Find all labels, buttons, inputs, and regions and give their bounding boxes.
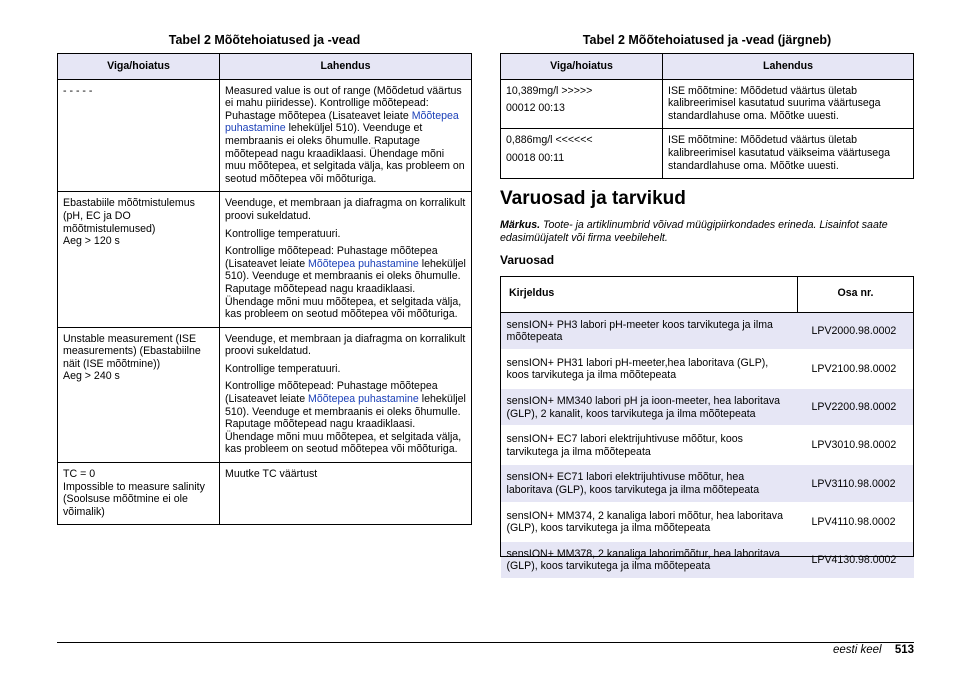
error-table [57,53,472,525]
solution-cell [220,463,472,525]
part-number: LPV2200.98.0002 [798,388,914,426]
error-text: Ebastabiile mõõtmistulemus (pH, EC ja DO mõõtmistulemused) [63,197,195,235]
solution-text: Muutke TC väärtust [225,468,318,481]
solution-text: Kontrollige mõõtepead: Puhastage mõõtepea (Lisateavet leiate [225,380,438,406]
part-description: sensION+ PH3 labori pH-meeter koos tarvikutega ja ilma mõõtepeata [501,312,798,350]
part-number: LPV4130.98.0002 [798,541,914,579]
part-description: sensION+ EC7 labori elektrijuhtivuse mõõtur, koos tarvikutega ja ilma mõõtepeata [501,426,798,464]
solution-text: Veenduge, et membraan ja diafragma on korralikult proovi sukeldatud. [225,332,466,358]
part-description: sensION+ PH31 labori pH-meeter,hea laboritava (GLP), koos tarvikutega ja ilma mõõtepeata [501,350,798,388]
part-number: LPV3010.98.0002 [798,426,914,464]
column-header-part-number: Osa nr. [798,277,914,313]
page-number: 513 [894,644,914,656]
error-text: TC = 0 [63,468,96,481]
part-description: sensION+ MM374, 2 kanaliga labori mõõtur, hea laboritava (GLP), koos tarvikutega ja ilma mõõtepeata [501,503,798,541]
error-cell [58,79,220,192]
error-text: 00018 00:11 [506,151,565,164]
table-row [501,129,914,179]
column-header-description: Kirjeldus [501,277,798,313]
error-cell [58,192,220,327]
solution-paragraph [225,197,466,222]
section-heading: Varuosad ja tarvikud [500,188,686,209]
error-cell [501,129,663,179]
left-table-caption: Tabel 2 Mõõtehoiatused ja -vead [168,33,361,47]
footer-language: eesti keel [833,644,882,656]
table-row [501,503,914,541]
solution-paragraph [225,468,466,481]
solution-paragraph [225,363,466,376]
cross-reference-link[interactable]: Mõõtepea puhastamine [308,393,419,406]
cross-reference-link[interactable]: Mõõtepea puhastamine [308,257,419,270]
solution-text: leheküljel 510). Veenduge et membraanis ei oleks õhumulle. Raputage mõõtepead nagu kraadiklaasi. Ühendage mõni muu mõõtepea, et selgitada välja, kas probleem on seotud mõõtepea või mõõturiga. [225,393,466,456]
part-description: sensION+ MM378, 2 kanaliga laborimõõtur, hea laboritava (GLP), koos tarvikutega ja ilma mõõtepeata [501,541,798,579]
solution-cell [220,192,472,327]
solution-text: leheküljel 510). Veenduge et membraanis ei oleks õhumulle. Raputage mõõtepead nagu kraadiklaasi. Ühendage mõni muu mõõtepea, et selgitada välja, kas probleem on seotud mõõtepea või mõõturiga. [225,257,466,321]
table-row [58,192,472,327]
note [500,219,920,245]
part-number: LPV4110.98.0002 [798,503,914,541]
parts-subheading: Varuosad [500,253,555,267]
right-table-caption: Tabel 2 Mõõtehoiatused ja -vead (järgneb) [582,33,832,47]
solution-text: leheküljel 510). Veenduge et membraanis ei oleks õhumulle. Raputage mõõtepead nagu kraadiklaasi. Ühendage mõni muu mõõtepea, et selgitada välja, kas probleem on seotud mõõtepea või mõõturiga. [225,122,465,185]
solution-cell [220,327,472,462]
error-text: Aeg > 240 s [63,370,120,383]
table-row [501,388,914,426]
table-row [501,464,914,502]
solution-paragraph [225,380,466,456]
note-label: Märkus. [500,219,541,231]
error-table-continued [500,53,914,179]
error-text: Unstable measurement (ISE measurements) (Ebastabiilne näit (ISE mõõtmine)) [63,332,201,370]
error-text: 0,886mg/l <<<<<< [506,134,593,147]
part-number: LPV2100.98.0002 [798,350,914,388]
footer-divider [57,642,914,643]
table-row [501,426,914,464]
part-description: sensION+ EC71 labori elektrijuhtivuse mõõtur, hea laboritava (GLP), koos tarvikutega ja ilma mõõtepeata [501,464,798,502]
error-text: - - - - - [63,84,93,97]
error-cell [58,327,220,462]
solution-text: Kontrollige temperatuuri. [225,362,341,375]
part-number: LPV3110.98.0002 [798,464,914,502]
solution-text: Kontrollige mõõtepead: Puhastage mõõtepea (Lisateavet leiate [225,245,438,270]
solution-text: Veenduge, et membraan ja diafragma on korralikult proovi sukeldatud. [225,197,466,222]
error-text: 00012 00:13 [506,102,565,115]
error-cell [501,79,663,129]
solution-paragraph [225,333,466,358]
column-header-solution: Lahendus [220,54,472,80]
cross-reference-link[interactable]: Mõõtepea puhastamine [225,109,459,135]
table-row [501,79,914,129]
error-cell [58,463,220,525]
table-row [58,79,472,192]
solution-cell: ISE mõõtmine: Mõõdetud väärtus ületab kalibreerimisel kasutatud suurima väärtusega standardlahuse oma. Mõõtke uuesti. [663,79,914,129]
column-header-error: Viga/hoiatus [501,54,663,80]
error-text: 10,389mg/l >>>>> [506,84,593,97]
solution-paragraph [225,245,466,321]
table-row [58,463,472,525]
table-row [501,541,914,579]
error-text: Impossible to measure salinity (Soolsuse mõõtmine ei ole võimalik) [63,480,205,518]
table-row [58,327,472,462]
solution-text: Measured value is out of range (Mõõdetud väärtus ei mahu piiridesse). Kontrollige mõõtepead: Puhastage mõõtepea (Lisateavet leiate [225,84,462,122]
solution-text: Kontrollige temperatuuri. [225,227,341,240]
error-text: Aeg > 120 s [63,235,120,248]
solution-paragraph [225,228,466,241]
page-footer [833,644,914,656]
column-header-solution: Lahendus [663,54,914,80]
table-row [501,350,914,388]
solution-cell [220,79,472,192]
table-row [501,312,914,350]
part-number: LPV2000.98.0002 [798,312,914,350]
part-description: sensION+ MM340 labori pH ja ioon-meeter, hea laboritava (GLP), 2 kanalit, koos tarvikutega ja ilma mõõtepeata [501,388,798,426]
solution-cell: ISE mõõtmine: Mõõdetud väärtus ületab kalibreerimisel kasutatud väikseima väärtusega standardlahuse oma. Mõõtke uuesti. [663,129,914,179]
solution-paragraph [225,85,466,186]
parts-table [500,276,914,580]
note-text: Toote- ja artiklinumbrid võivad müügipiirkondades erineda. Lisainfot saate edasimüüjatelt või firma veebilehelt. [500,219,888,244]
column-header-error: Viga/hoiatus [58,54,220,80]
